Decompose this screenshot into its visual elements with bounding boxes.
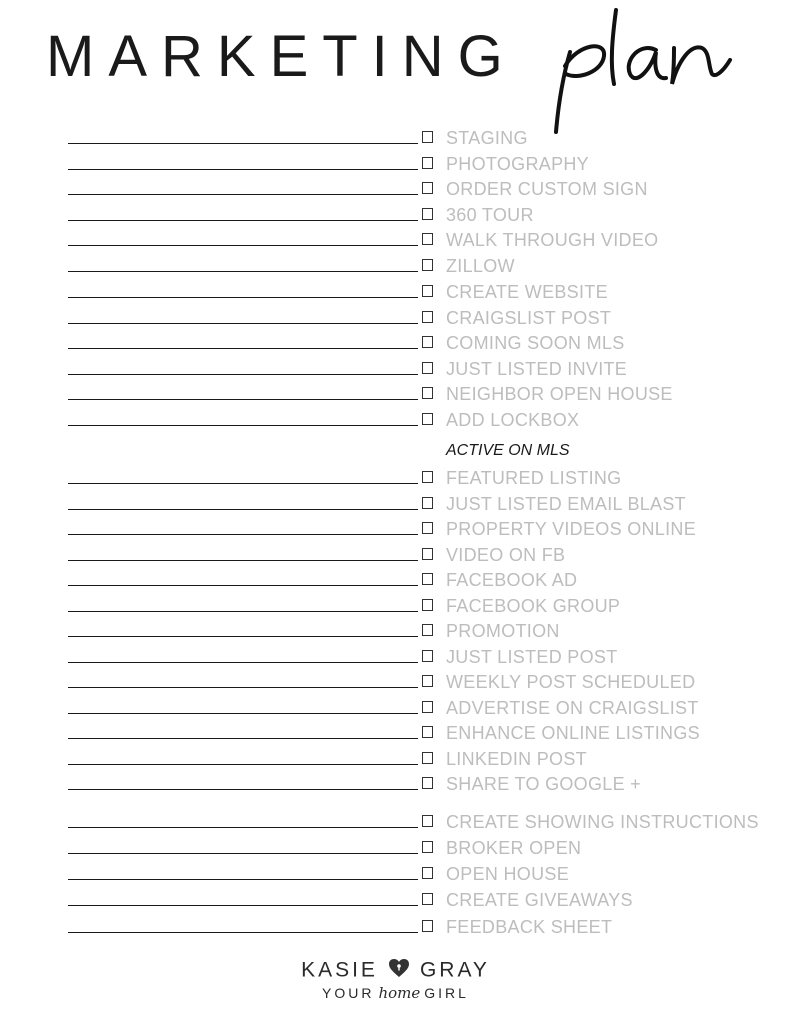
write-in-line[interactable]	[68, 220, 418, 221]
checklist-row	[0, 205, 791, 225]
write-in-line[interactable]	[68, 764, 418, 765]
write-in-line[interactable]	[68, 905, 418, 906]
checklist-item-label: CREATE GIVEAWAYS	[446, 890, 633, 910]
checkbox-icon[interactable]	[422, 573, 433, 585]
write-in-line[interactable]	[68, 323, 418, 324]
heart-lock-icon	[388, 958, 410, 984]
checklist-item-label: PROPERTY VIDEOS ONLINE	[446, 519, 697, 539]
title-script	[548, 0, 738, 140]
title-main: MARKETING	[46, 24, 517, 89]
checklist-row	[0, 359, 791, 379]
checklist-row	[0, 545, 791, 565]
checklist-item-label: NEIGHBOR OPEN HOUSE	[446, 384, 673, 404]
checkbox-icon[interactable]	[422, 311, 433, 323]
checklist-item-label: STAGING	[446, 128, 528, 148]
checklist-item-label: FEATURED LISTING	[446, 468, 622, 488]
checklist-item-label: OPEN HOUSE	[446, 864, 570, 884]
checklist-row	[0, 890, 791, 910]
checklist-row	[0, 179, 791, 199]
checklist-item-label: WALK THROUGH VIDEO	[446, 230, 659, 250]
checkbox-icon[interactable]	[422, 701, 433, 713]
checklist-row	[0, 468, 791, 488]
checkbox-icon[interactable]	[422, 726, 433, 738]
checklist-item-label: FEEDBACK SHEET	[446, 917, 613, 937]
checkbox-icon[interactable]	[422, 752, 433, 764]
checkbox-icon[interactable]	[422, 157, 433, 169]
checklist-row	[0, 256, 791, 276]
checklist-item-label: PROMOTION	[446, 621, 560, 641]
section-heading-active-on-mls: ACTIVE ON MLS	[446, 442, 570, 459]
checklist-item-label: CREATE SHOWING INSTRUCTIONS	[446, 812, 759, 832]
checklist-row	[0, 410, 791, 430]
checkbox-icon[interactable]	[422, 259, 433, 271]
checkbox-icon[interactable]	[422, 362, 433, 374]
tagline-left: YOUR	[322, 985, 375, 1001]
write-in-line[interactable]	[68, 245, 418, 246]
checkbox-icon[interactable]	[422, 867, 433, 879]
title-script-text: plan	[548, 0, 550, 1]
checklist-item-label: ENHANCE ONLINE LISTINGS	[446, 723, 700, 743]
checklist-item-label: LINKEDIN POST	[446, 749, 587, 769]
checklist-row	[0, 494, 791, 514]
checklist-row	[0, 519, 791, 539]
checkbox-icon[interactable]	[422, 893, 433, 905]
checklist-item-label: PHOTOGRAPHY	[446, 154, 589, 174]
checkbox-icon[interactable]	[422, 777, 433, 789]
checkbox-icon[interactable]	[422, 413, 433, 425]
checklist-row	[0, 698, 791, 718]
checklist-item-label: CRAIGSLIST POST	[446, 308, 612, 328]
checkbox-icon[interactable]	[422, 548, 433, 560]
checklist-row	[0, 723, 791, 743]
footer-tagline	[0, 984, 791, 1002]
checklist-row	[0, 838, 791, 858]
checklist-row	[0, 570, 791, 590]
checklist-row	[0, 128, 791, 148]
checklist-item-label: JUST LISTED INVITE	[446, 359, 628, 379]
write-in-line[interactable]	[68, 932, 418, 933]
write-in-line[interactable]	[68, 194, 418, 195]
write-in-line[interactable]	[68, 853, 418, 854]
write-in-line[interactable]	[68, 374, 418, 375]
checkbox-icon[interactable]	[422, 285, 433, 297]
checklist-item-label: VIDEO ON FB	[446, 545, 566, 565]
write-in-line[interactable]	[68, 636, 418, 637]
checklist-item-label: JUST LISTED EMAIL BLAST	[446, 494, 686, 514]
checkbox-icon[interactable]	[422, 650, 433, 662]
write-in-line[interactable]	[68, 879, 418, 880]
write-in-line[interactable]	[68, 662, 418, 663]
checklist-item-label: ZILLOW	[446, 256, 515, 276]
checklist-item-label: COMING SOON MLS	[446, 333, 625, 353]
checklist-row	[0, 647, 791, 667]
checklist-row	[0, 333, 791, 353]
checkbox-icon[interactable]	[422, 815, 433, 827]
write-in-line[interactable]	[68, 271, 418, 272]
checkbox-icon[interactable]	[422, 208, 433, 220]
write-in-line[interactable]	[68, 713, 418, 714]
checkbox-icon[interactable]	[422, 471, 433, 483]
write-in-line[interactable]	[68, 483, 418, 484]
checklist-row	[0, 230, 791, 250]
checkbox-icon[interactable]	[422, 336, 433, 348]
tagline-right: GIRL	[424, 985, 469, 1001]
checklist-row	[0, 917, 791, 937]
write-in-line[interactable]	[68, 534, 418, 535]
checklist-item-label: FACEBOOK GROUP	[446, 596, 621, 616]
tagline-script: home	[378, 984, 421, 1002]
checkbox-icon[interactable]	[422, 233, 433, 245]
checkbox-icon[interactable]	[422, 599, 433, 611]
write-in-line[interactable]	[68, 585, 418, 586]
checklist-item-label: WEEKLY POST SCHEDULED	[446, 672, 696, 692]
checkbox-icon[interactable]	[422, 920, 433, 932]
write-in-line[interactable]	[68, 297, 418, 298]
checklist-item-label: ADD LOCKBOX	[446, 410, 580, 430]
checklist-row	[0, 154, 791, 174]
checkbox-icon[interactable]	[422, 497, 433, 509]
checklist-item-label: BROKER OPEN	[446, 838, 582, 858]
checklist-row	[0, 282, 791, 302]
write-in-line[interactable]	[68, 143, 418, 144]
checklist-row	[0, 774, 791, 794]
checkbox-icon[interactable]	[422, 624, 433, 636]
checklist-item-label: ADVERTISE ON CRAIGSLIST	[446, 698, 699, 718]
write-in-line[interactable]	[68, 789, 418, 790]
checkbox-icon[interactable]	[422, 841, 433, 853]
write-in-line[interactable]	[68, 560, 418, 561]
checklist-item-label: CREATE WEBSITE	[446, 282, 608, 302]
footer-brand	[0, 958, 791, 984]
checklist-item-label: ORDER CUSTOM SIGN	[446, 179, 648, 199]
checklist-row	[0, 308, 791, 328]
checklist-row	[0, 596, 791, 616]
write-in-line[interactable]	[68, 348, 418, 349]
checklist-row	[0, 864, 791, 884]
checklist-row	[0, 672, 791, 692]
checklist-row	[0, 621, 791, 641]
write-in-line[interactable]	[68, 827, 418, 828]
write-in-line[interactable]	[68, 509, 418, 510]
checkbox-icon[interactable]	[422, 675, 433, 687]
checklist-item-label: SHARE TO GOOGLE +	[446, 774, 641, 794]
checklist-item-label: FACEBOOK AD	[446, 570, 578, 590]
write-in-line[interactable]	[68, 399, 418, 400]
write-in-line[interactable]	[68, 169, 418, 170]
checklist-row	[0, 749, 791, 769]
checklist-item-label: 360 TOUR	[446, 205, 534, 225]
checklist-row	[0, 384, 791, 404]
write-in-line[interactable]	[68, 425, 418, 426]
checklist-row	[0, 812, 791, 832]
checkbox-icon[interactable]	[422, 522, 433, 534]
checklist-item-label: JUST LISTED POST	[446, 647, 618, 667]
checkbox-icon[interactable]	[422, 387, 433, 399]
brand-last-name: GRAY	[419, 958, 490, 982]
checkbox-icon[interactable]	[422, 131, 433, 143]
brand-first-name: KASIE	[301, 958, 378, 982]
write-in-line[interactable]	[68, 687, 418, 688]
write-in-line[interactable]	[68, 738, 418, 739]
write-in-line[interactable]	[68, 611, 418, 612]
checkbox-icon[interactable]	[422, 182, 433, 194]
